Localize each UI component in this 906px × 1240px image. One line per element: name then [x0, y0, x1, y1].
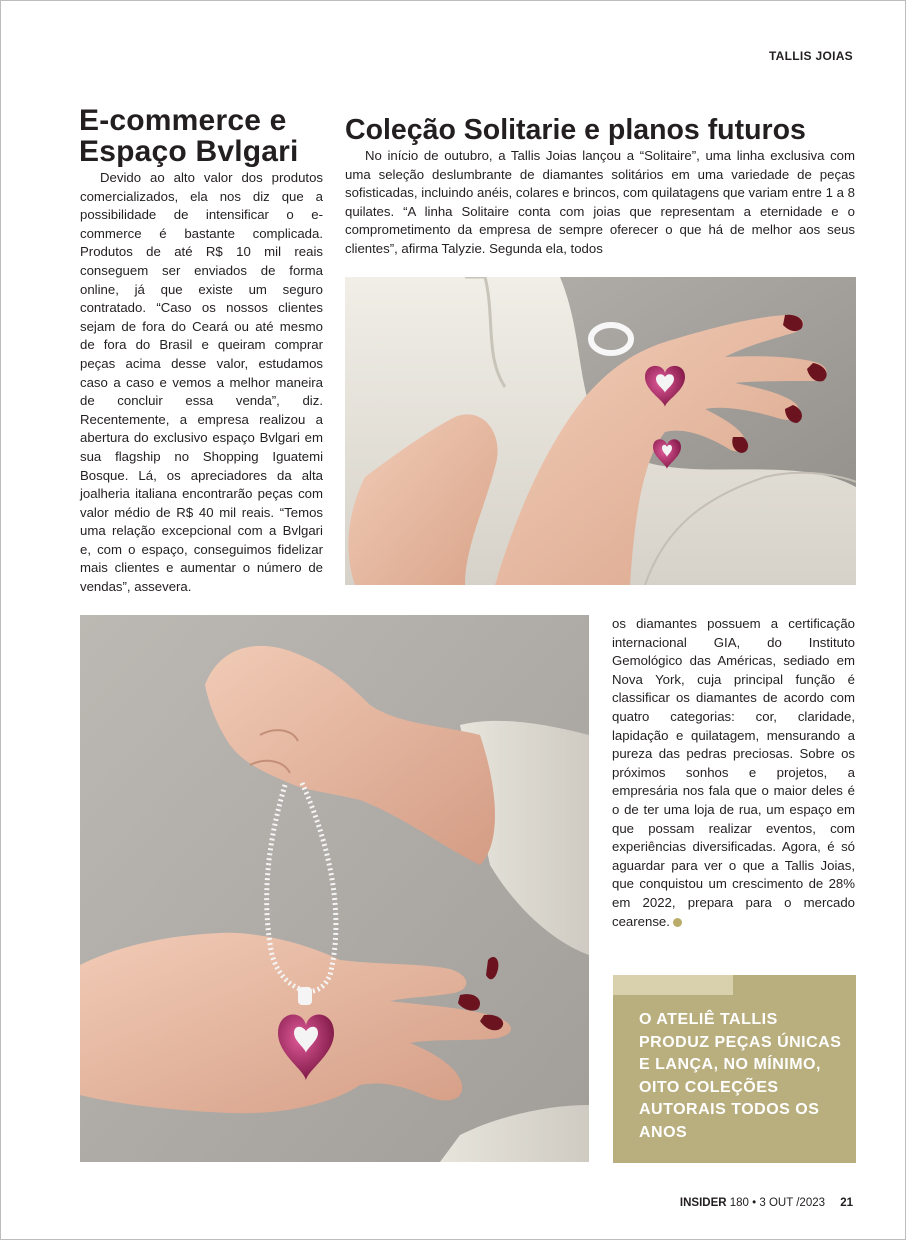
necklace-photo	[80, 615, 589, 1162]
left-article-column	[80, 169, 323, 597]
article-end-icon	[673, 918, 682, 927]
footer-brand: INSIDER	[679, 1197, 727, 1209]
ring-photo-illustration	[345, 277, 856, 585]
left-headline	[79, 105, 299, 167]
page-number: 21	[840, 1197, 853, 1209]
left-headline-line2: Espaço Bvlgari	[79, 135, 299, 168]
right-article-intro	[345, 147, 855, 259]
right-article-body-continued	[612, 615, 855, 931]
pull-quote-text: O ATELIÊ TALLIS PRODUZ PEÇAS ÚNICAS E LANÇA, NO MÍNIMO, OITO COLEÇÕES AUTORAIS TODOS OS ANOS	[639, 1011, 842, 1141]
right-headline: Coleção Solitarie e planos futuros	[345, 114, 806, 146]
left-article-body: Devido ao alto valor dos produtos comercializados, ela nos diz que a possibilidade de intensificar o e-commerce é bastante complicada. Produtos de até R$ 10 mil reais conseguem ser enviados de forma online, já que existe um seguro contratado. “Caso os nossos clientes sejam de fora do Ceará ou até mesmo de fora do Brasil e queiram comprar peças acima desse valor, estudamos caso a caso e vemos a melhor maneira de concluir essa venda”, diz. Recentemente, a empresa realizou a abertura do exclusivo espaço Bvlgari em sua flagship no Shopping Iguatemi Bosque. Lá, os apreciadores da alta joalheria italiana encontrarão peças com valor médio de R$ 40 mil reais. “Temos uma relação excepcional com a Bvlgari e, com o espaço, conseguimos fidelizar mais clientes e aumentar o número de vendas”, assevera.	[80, 170, 323, 595]
right-article-continued-text: os diamantes possuem a certificação internacional GIA, do Instituto Gemológico das Américas, sediado em Nova York, cuja principal função é classificar os diamantes de acordo com quatro categorias: cor, claridade, lapidação e quilatagem, mensurando a pureza das pedras preciosas. Sobre os próximos sonhos e projetos, a empresária nos fala que o maior deles é o de ter uma loja de rua, um espaço em que possam realizar eventos, com experiências diversificadas. Agora, é só aguardar para ver o que a Tallis Joias, que conquistou um crescimento de 28% em 2022, prepara para o mercado cearense.	[612, 616, 855, 929]
left-headline-line1: E-commerce e	[79, 104, 287, 137]
page-footer	[680, 1197, 853, 1209]
pull-quote	[613, 975, 856, 1163]
section-tag: TALLIS JOIAS	[768, 49, 853, 63]
pull-quote-tab	[613, 975, 733, 995]
ring-photo	[345, 277, 856, 585]
right-article-continued	[612, 615, 855, 931]
right-article-body-top: No início de outubro, a Tallis Joias lançou a “Solitaire”, uma linha exclusiva com uma seleção deslumbrante de diamantes solitários em uma variedade de peças sofisticadas, incluindo anéis, colares e brincos, com quilatagens que variam entre 1 a 8 quilates. “A linha Solitaire conta com joias que representam a eternidade e o comprometimento da empresa de sempre oferecer o que há de melhor aos seus clientes”, afirma Talyzie. Segunda ela, todos	[345, 148, 855, 256]
footer-issue: 180 • 3 OUT /2023	[729, 1197, 825, 1209]
necklace-photo-illustration	[80, 615, 589, 1162]
